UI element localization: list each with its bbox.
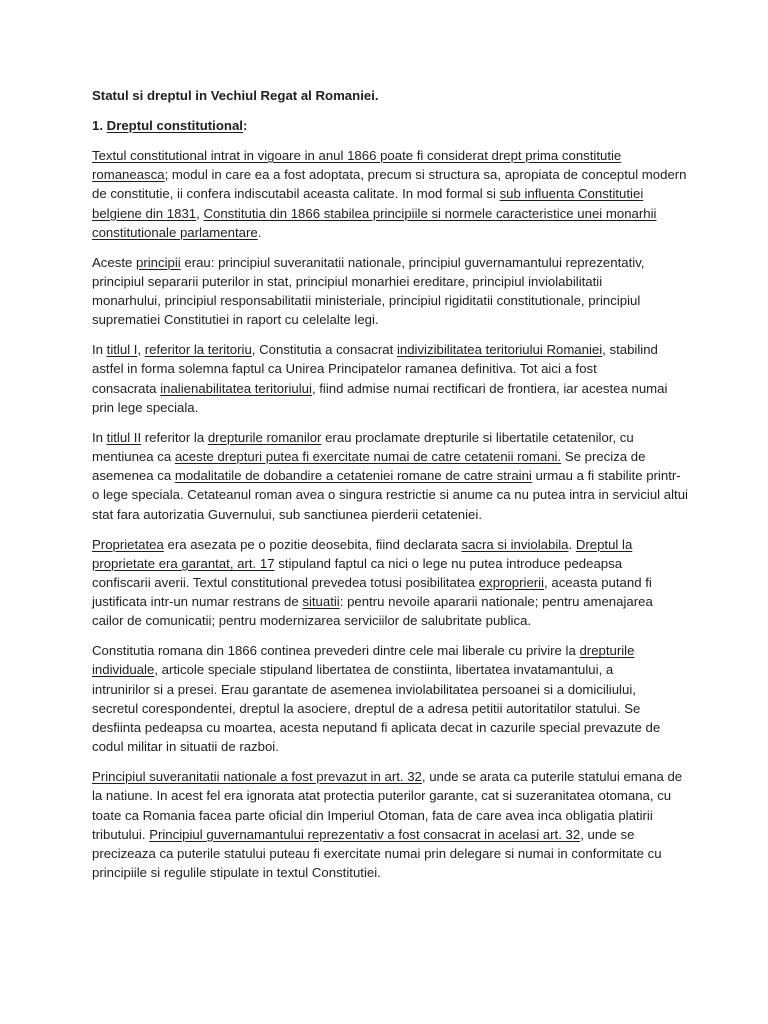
underlined-text: situatii <box>302 594 340 610</box>
paragraph <box>92 535 712 631</box>
underlined-text: Principiul suveranitatii nationale a fost prevazut in art. 32 <box>92 769 422 785</box>
text-segment: tributului. <box>92 826 150 842</box>
underlined-text: aceste drepturi putea fi exercitate numai de catre cetatenii romani. <box>174 448 562 464</box>
section-heading-colon: : <box>242 117 248 133</box>
text-line <box>92 291 712 310</box>
text-line <box>92 165 712 184</box>
text-line <box>92 184 712 203</box>
text-line <box>92 379 712 398</box>
text-segment: referitor la <box>141 429 208 445</box>
text-line <box>92 611 712 630</box>
document-body <box>92 86 712 893</box>
text-segment: secretul corespondentei, dreptul la asociere, dreptul de a adresa petitii autoritatilor statului. Se <box>92 700 641 716</box>
underlined-text: proprietate era garantat, art. 17 <box>92 555 275 571</box>
text-segment: erau proclamate drepturile si libertatile cetatenilor, cu <box>321 429 634 445</box>
text-segment: , unde se <box>580 826 635 842</box>
text-line <box>92 310 712 329</box>
text-segment: toate ca Romania facea parte oficial din Imperiul Otoman, fata de care avea inca obligatia platirii <box>92 807 653 823</box>
underlined-text: Textul constitutional intrat in vigoare in anul 1866 poate fi considerat drept prima constitutie <box>92 147 622 163</box>
document-title-block <box>92 86 712 105</box>
text-line <box>92 223 712 242</box>
text-line <box>92 767 712 786</box>
text-segment: , stabilind <box>602 342 658 358</box>
text-segment: principiile si regulile stipulate in textul Constitutiei. <box>92 865 381 881</box>
text-segment: astfel in forma solemna faptul ca Unirea Principatelor ramanea definitiva. Tot aici a fost <box>92 361 597 377</box>
text-segment: Se preciza de <box>561 448 646 464</box>
underlined-text: Dreptul la <box>575 536 633 552</box>
text-segment: o lege speciala. Cetateanul roman avea o singura restrictie si anume ca nu putea intra in serviciul altui <box>92 487 688 503</box>
text-line <box>92 466 712 485</box>
paragraph <box>92 641 712 756</box>
text-line <box>92 359 712 378</box>
underlined-text: exproprierii <box>478 574 545 590</box>
text-segment: monarhului, principiul responsabilitatii ministeriale, principiul rigiditatii constitutionale, principiul <box>92 293 641 309</box>
text-segment: , aceasta putand fi <box>544 574 652 590</box>
paragraph <box>92 340 712 417</box>
text-line <box>92 786 712 805</box>
text-segment: Aceste <box>92 254 136 270</box>
paragraph <box>92 428 712 524</box>
text-segment: principiul separarii puterilor in stat, principiul monarhiei ereditare, principiul inviolabilitatii <box>92 273 603 289</box>
section-heading <box>92 116 712 135</box>
text-segment: confiscarii averii. Textul constitutional prevedea totusi posibilitatea <box>92 574 479 590</box>
underlined-text: titlul II <box>106 429 142 445</box>
paragraph <box>92 253 712 330</box>
text-line <box>92 204 712 223</box>
text-line <box>92 485 712 504</box>
text-line <box>92 272 712 291</box>
text-line <box>92 737 712 756</box>
text-segment: ; modul in care ea a fost adoptata, precum si structura sa, apropiata de conceptul modern <box>164 167 687 183</box>
paragraph <box>92 146 712 242</box>
text-line <box>92 554 712 573</box>
section-heading-block <box>92 116 712 135</box>
underlined-text: Constitutia din 1866 stabilea principiile si normele caracteristice unei monarhii <box>203 205 657 221</box>
underlined-text: referitor la teritoriu <box>144 342 252 358</box>
text-segment: urmau a fi stabilite printr- <box>531 468 681 484</box>
underlined-text: romaneasca <box>92 167 165 183</box>
underlined-text: principii <box>135 254 181 270</box>
text-line <box>92 641 712 660</box>
text-segment: mentiunea ca <box>92 448 175 464</box>
text-segment: codul militar in situatii de razboi. <box>92 739 279 755</box>
underlined-text: modalitatile de dobandire a cetateniei romane de catre straini <box>174 468 532 484</box>
text-line <box>92 447 712 466</box>
underlined-text: Proprietatea <box>92 536 164 552</box>
text-line <box>92 535 712 554</box>
text-segment: intrunirilor si a presei. Erau garantate de asemenea inviolabilitatea persoanei si a domiciliului, <box>92 681 636 697</box>
text-line <box>92 253 712 272</box>
text-segment: , articole speciale stipuland libertatea de constiinta, libertatea invatamantului, a <box>154 662 614 678</box>
text-segment: cailor de comunicatii; pentru modernizarea serviciilor de salubritate publica. <box>92 613 532 629</box>
document-title: Statul si dreptul in Vechiul Regat al Romaniei. <box>92 88 379 103</box>
text-line <box>92 680 712 699</box>
underlined-text: inalienabilitatea teritoriului <box>160 380 312 396</box>
text-segment: , unde se arata ca puterile statului emana de <box>421 769 683 785</box>
text-line <box>92 825 712 844</box>
underlined-text: indivizibilitatea teritoriului Romaniei <box>396 342 603 358</box>
text-line <box>92 863 712 882</box>
paragraph <box>92 767 712 882</box>
text-segment: . <box>568 536 576 552</box>
text-line <box>92 340 712 359</box>
text-line <box>92 660 712 679</box>
text-segment: , fiind admise numai rectificari de frontiera, iar acestea numai <box>311 380 668 396</box>
text-line <box>92 146 712 165</box>
text-segment: de constitutie, ii confera indiscutabil aceasta calitate. In mod formal si <box>92 186 500 202</box>
underlined-text: Principiul guvernamantului reprezentativ a fost consacrat in acelasi art. 32 <box>149 826 581 842</box>
text-line <box>92 844 712 863</box>
text-segment: prin lege speciala. <box>92 399 199 415</box>
text-segment: justificata intr-un numar restrans de <box>92 594 303 610</box>
section-number: 1. <box>92 117 107 133</box>
text-segment: , <box>196 205 204 221</box>
text-segment: suprematiei Constitutiei in raport cu celelalte legi. <box>92 312 379 328</box>
text-line <box>92 718 712 737</box>
text-segment: la natiune. In acest fel era ignorata atat protectia puterilor garante, cat si suzeranitatea otomana, cu <box>92 788 672 804</box>
text-line <box>92 699 712 718</box>
text-segment: stipuland faptul ca nici o lege nu putea introduce pedeapsa <box>274 555 623 571</box>
paragraphs-container <box>92 146 712 882</box>
underlined-text: individuale <box>92 662 155 678</box>
text-line <box>92 505 712 524</box>
underlined-text: titlul I <box>106 342 138 358</box>
text-segment: In <box>92 429 107 445</box>
text-segment: In <box>92 342 107 358</box>
text-segment: . <box>257 224 262 240</box>
section-heading-title: Dreptul constitutional <box>106 117 243 133</box>
text-segment: Constitutia romana din 1866 continea prevederi dintre cele mai liberale cu privire la <box>92 643 580 659</box>
underlined-text: constitutionale parlamentare <box>92 224 258 240</box>
underlined-text: sub influenta Constitutiei <box>499 186 644 202</box>
text-segment: asemenea ca <box>92 468 175 484</box>
text-line <box>92 428 712 447</box>
text-line <box>92 592 712 611</box>
underlined-text: sacra si inviolabila <box>461 536 569 552</box>
text-line <box>92 398 712 417</box>
text-line <box>92 573 712 592</box>
text-segment: era asezata pe o pozitie deosebita, fiind declarata <box>163 536 462 552</box>
text-segment: erau: principiul suveranitatii nationale, principiul guvernamantului reprezentativ, <box>180 254 645 270</box>
text-segment: , <box>137 342 145 358</box>
text-segment: stat fara autorizatia Guvernului, sub sanctiunea pierderii cetateniei. <box>92 506 482 522</box>
text-segment: , Constitutia a consacrat <box>251 342 397 358</box>
text-segment: precizeaza ca puterile statului puteau fi exercitate numai prin delegare si numai in conformitate cu <box>92 845 662 861</box>
text-segment: consacrata <box>92 380 161 396</box>
text-line <box>92 806 712 825</box>
underlined-text: drepturile romanilor <box>207 429 322 445</box>
text-segment: desfiinta pedeapsa cu moartea, acesta neputand fi aplicata decat in cazurile special prevazute de <box>92 720 661 736</box>
underlined-text: drepturile <box>579 643 635 659</box>
underlined-text: belgiene din 1831 <box>92 205 197 221</box>
text-segment: : pentru nevoile apararii nationale; pentru amenajarea <box>339 594 653 610</box>
